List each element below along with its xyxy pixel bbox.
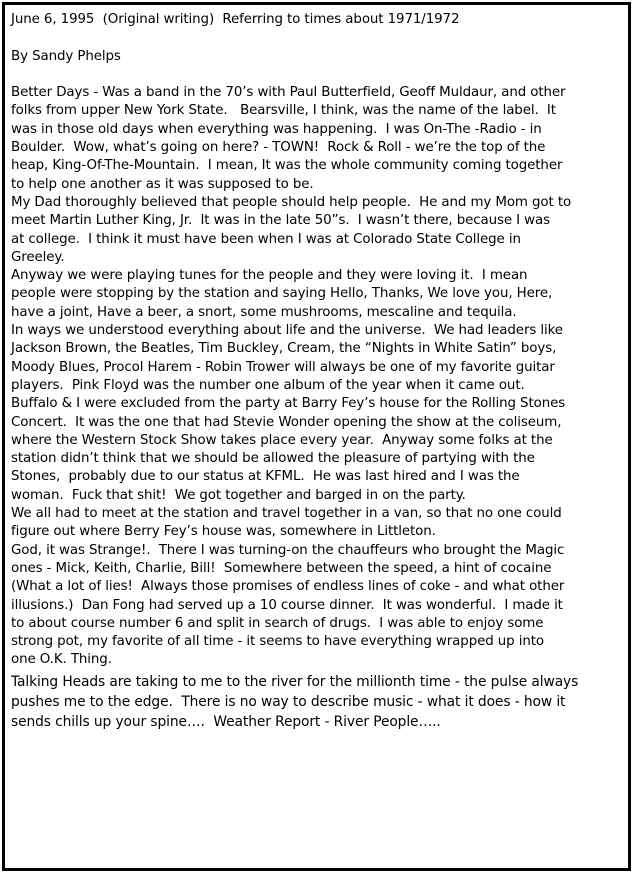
body-line: Better Days - Was a band in the 70’s with Paul Butterfield, Geoff Muldaur, and other: [11, 85, 566, 101]
body-line: one O.K. Thing.: [11, 652, 112, 668]
body-line: We all had to meet at the station and travel together in a van, so that no one could: [11, 506, 562, 522]
blank-line: [11, 29, 623, 47]
body-line: In ways we understood everything about life and the universe. We had leaders like: [11, 323, 563, 339]
body-line: to help one another as it was supposed to be.: [11, 176, 314, 192]
blank-line: [11, 66, 623, 84]
body-line: players. Pink Floyd was the number one album of the year when it came out.: [11, 377, 525, 393]
author-line: By Sandy Phelps: [11, 48, 121, 64]
body-line: Moody Blues, Procol Harem - Robin Trower will always be one of my favorite guitar: [11, 359, 555, 375]
body-line: Greeley.: [11, 249, 65, 265]
body-line: My Dad thoroughly believed that people should help people. He and my Mom got to: [11, 194, 572, 210]
body-line: folks from upper New York State. Bearsville, I think, was the name of the label. It: [11, 103, 556, 119]
body-line: woman. Fuck that shit! We got together and barged in on the party.: [11, 487, 466, 503]
body-line: Boulder. Wow, what’s going on here? - TOWN! Rock & Roll - we’re the top of the: [11, 140, 546, 156]
closing-line: pushes me to the edge. There is no way to describe music - what it does - how it: [11, 693, 566, 710]
document-frame: [2, 2, 631, 871]
body-line: (What a lot of lies! Always those promises of endless lines of coke - and what other: [11, 579, 565, 595]
body-line: Buffalo & I were excluded from the party at Barry Fey’s house for the Rolling Stones: [11, 396, 566, 412]
body-line: Stones, probably due to our status at KFML. He was last hired and I was the: [11, 469, 520, 485]
body-paragraphs: [11, 84, 623, 670]
body-line: strong pot, my favorite of all time - it seems to have everything wrapped up into: [11, 634, 544, 650]
body-line: figure out where Berry Fey’s house was, somewhere in Littleton.: [11, 524, 436, 540]
body-line: Concert. It was the one that had Stevie Wonder opening the show at the coliseum,: [11, 414, 562, 430]
body-line: where the Western Stock Show takes place every year. Anyway some folks at the: [11, 432, 553, 448]
body-line: have a joint, Have a beer, a snort, some mushrooms, mescaline and tequila.: [11, 304, 517, 320]
body-line: was in those old days when everything was happening. I was On-The -Radio - in: [11, 121, 542, 137]
document-text: [11, 11, 623, 732]
body-line: heap, King-Of-The-Mountain. I mean, It was the whole community coming together: [11, 158, 563, 174]
header-line: June 6, 1995 (Original writing) Referring to times about 1971/1972: [11, 12, 460, 27]
closing-line: sends chills up your spine…. Weather Report - River People…..: [11, 713, 441, 730]
body-line: people were stopping by the station and saying Hello, Thanks, We love you, Here,: [11, 286, 553, 302]
body-line: ones - Mick, Keith, Charlie, Bill! Somewhere between the speed, a hint of cocaine: [11, 560, 552, 576]
body-line: station didn’t think that we should be allowed the pleasure of partying with the: [11, 451, 535, 467]
body-line: God, it was Strange!. There I was turning-on the chauffeurs who brought the Magic: [11, 542, 565, 558]
body-line: Jackson Brown, the Beatles, Tim Buckley, Cream, the “Nights in White Satin” boys,: [11, 341, 557, 357]
closing-paragraph: [11, 672, 623, 732]
body-line: meet Martin Luther King, Jr. It was in the late 50”s. I wasn’t there, because I was: [11, 213, 551, 229]
body-line: Anyway we were playing tunes for the people and they were loving it. I mean: [11, 268, 528, 284]
body-line: at college. I think it must have been when I was at Colorado State College in: [11, 231, 521, 247]
body-line: illusions.) Dan Fong had served up a 10 course dinner. It was wonderful. I made it: [11, 597, 563, 613]
body-line: to about course number 6 and split in search of drugs. I was able to enjoy some: [11, 615, 544, 631]
closing-line: Talking Heads are taking to me to the river for the millionth time - the pulse always: [11, 673, 579, 690]
